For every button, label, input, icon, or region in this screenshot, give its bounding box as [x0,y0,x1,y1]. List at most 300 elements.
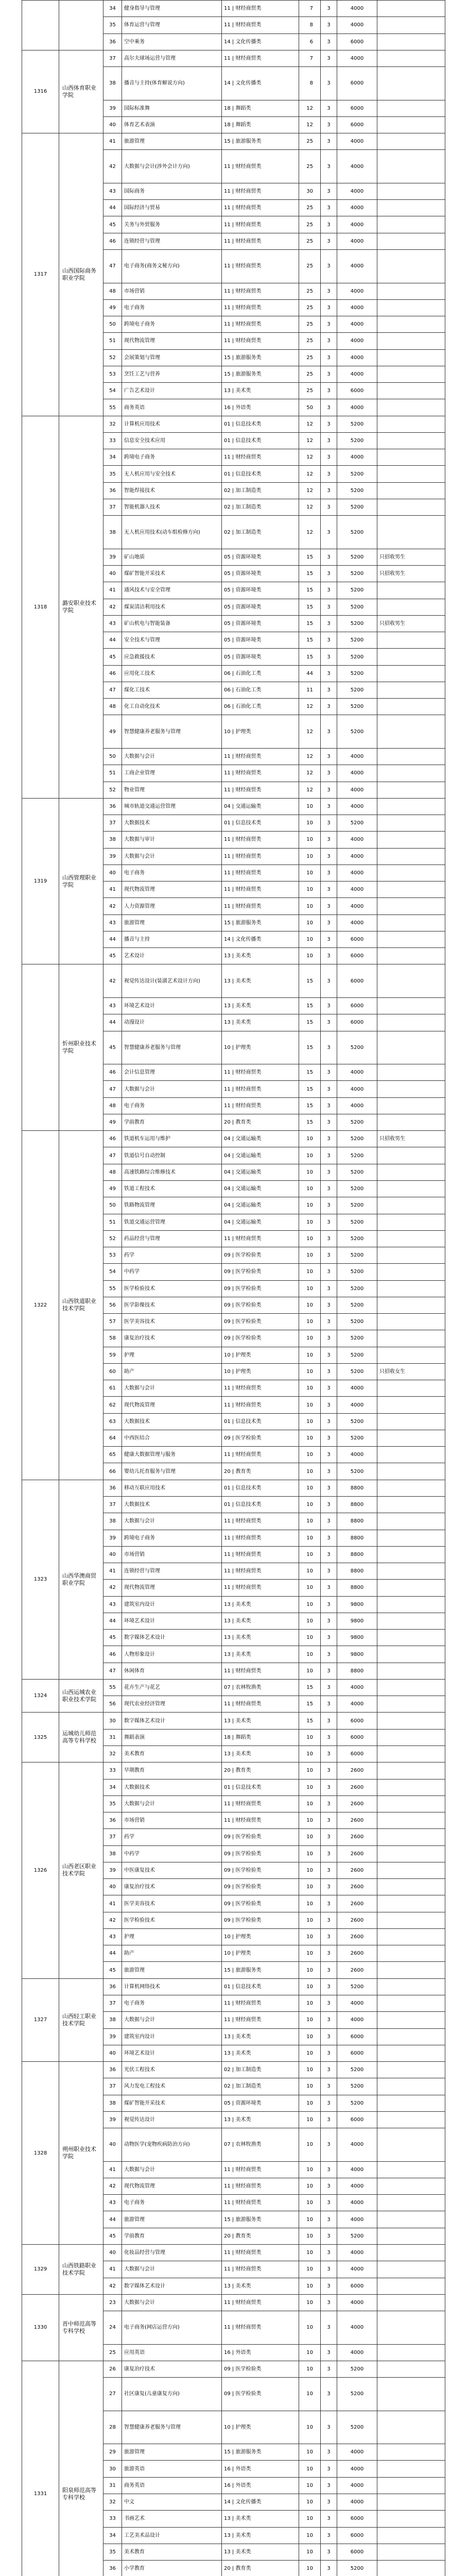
study-years: 3 [321,499,337,516]
plan-count: 10 [299,1613,321,1629]
tuition-fee: 6000 [337,948,377,964]
remarks [377,2078,445,2095]
major-number: 50 [103,1197,122,1214]
study-years: 3 [321,1297,337,1313]
remarks [377,366,445,382]
major-category: 06 | 石油化工类 [222,682,299,698]
table-row [22,2062,445,2078]
major-number: 42 [103,1912,122,1928]
major-name: 旅游管理 [122,133,222,150]
major-category: 05 | 资源环境类 [222,566,299,582]
study-years: 3 [321,715,337,749]
major-name: 国际标准舞 [122,100,222,116]
tuition-fee: 5200 [337,432,377,449]
study-years: 3 [321,1563,337,1580]
major-name: 建筑室内设计 [122,1596,222,1613]
remarks [377,1928,445,1945]
major-number: 35 [103,466,122,482]
plan-count: 15 [299,582,321,599]
remarks [377,649,445,665]
major-category: 11 | 财经商贸类 [222,183,299,199]
remarks [377,1430,445,1446]
tuition-fee: 4000 [337,299,377,316]
major-category: 20 | 教育类 [222,2228,299,2244]
tuition-fee: 5200 [337,599,377,615]
tuition-fee: 4000 [337,2494,377,2511]
major-category: 11 | 财经商贸类 [222,1663,299,1679]
remarks [377,516,445,549]
remarks [377,1230,445,1247]
plan-count: 15 [299,566,321,582]
major-number: 40 [103,865,122,881]
school-code: 1327 [22,1978,59,2061]
plan-count: 10 [299,2078,321,2095]
study-years: 3 [321,798,337,815]
major-category: 13 | 美术类 [222,2278,299,2294]
plan-count: 10 [299,1480,321,1496]
major-name: 旅游管理 [122,2211,222,2228]
remarks [377,283,445,299]
table-row [22,50,445,66]
major-number: 39 [103,1862,122,1878]
major-name: 国际经济与贸易 [122,200,222,216]
tuition-fee: 5200 [337,1363,377,1380]
major-name: 高尔夫球场运营与管理 [122,50,222,66]
major-number: 51 [103,1214,122,1230]
major-name: 城市轨道交通运营管理 [122,798,222,815]
tuition-fee: 4000 [337,200,377,216]
major-name: 建筑室内设计 [122,2028,222,2045]
major-number: 46 [103,1131,122,1147]
remarks [377,1014,445,1031]
tuition-fee: 2600 [337,1779,377,1795]
major-category: 07 | 农林牧渔类 [222,1679,299,1696]
plan-count: 10 [299,848,321,865]
tuition-fee: 8800 [337,1546,377,1563]
major-number: 38 [103,1513,122,1530]
remarks [377,2244,445,2261]
major-category: 09 | 医学检验类 [222,2378,299,2411]
study-years: 3 [321,2278,337,2294]
plan-count: 15 [299,1031,321,1064]
plan-count: 25 [299,283,321,299]
remarks [377,1945,445,1962]
study-years: 3 [321,914,337,931]
major-name: 市场营销 [122,1546,222,1563]
tuition-fee: 2600 [337,1862,377,1878]
tuition-fee: 4000 [337,1995,377,2011]
major-number: 43 [103,998,122,1014]
major-number: 41 [103,1563,122,1580]
plan-count: 10 [299,1197,321,1214]
major-category: 04 | 交通运输类 [222,1131,299,1147]
major-number: 42 [103,2278,122,2294]
plan-count: 10 [299,798,321,815]
major-number: 36 [103,1480,122,1496]
major-name: 环境艺术设计 [122,2045,222,2061]
study-years: 3 [321,1978,337,1995]
tuition-fee: 2600 [337,1829,377,1845]
major-category: 14 | 文化传播类 [222,67,299,100]
school-name: 山西轻工职业技术学院 [59,1978,103,2061]
remarks [377,183,445,199]
tuition-fee: 5200 [337,1147,377,1164]
remarks [377,333,445,349]
study-years: 3 [321,432,337,449]
major-name: 体育艺术表演 [122,116,222,133]
study-years: 3 [321,1214,337,1230]
major-number: 39 [103,2111,122,2128]
major-category: 11 | 财经商贸类 [222,150,299,183]
major-number: 51 [103,765,122,782]
remarks [377,699,445,715]
remarks [377,882,445,898]
plan-count: 15 [299,1064,321,1081]
major-number: 42 [103,898,122,914]
plan-count: 10 [299,1264,321,1280]
major-number: 43 [103,615,122,632]
major-number: 38 [103,516,122,549]
study-years: 3 [321,2095,337,2111]
plan-count: 12 [299,765,321,782]
study-years: 3 [321,1829,337,1845]
major-name: 学前教育 [122,2228,222,2244]
major-category: 05 | 资源环境类 [222,649,299,665]
major-number: 48 [103,283,122,299]
plan-count: 12 [299,782,321,798]
major-category: 11 | 财经商贸类 [222,1397,299,1413]
tuition-fee: 6000 [337,33,377,50]
major-number: 47 [103,682,122,698]
major-category: 13 | 美术类 [222,964,299,998]
major-category: 10 | 护理类 [222,1945,299,1962]
study-years: 3 [321,1845,337,1862]
plan-count: 10 [299,2028,321,2045]
major-category: 11 | 财经商贸类 [222,50,299,66]
tuition-fee: 4000 [337,1696,377,1713]
study-years: 3 [321,1862,337,1878]
remarks [377,1630,445,1646]
tuition-fee: 2600 [337,1795,377,1812]
tuition-fee: 5200 [337,1214,377,1230]
school-code: 1330 [22,2294,59,2361]
plan-count: 15 [299,998,321,1014]
major-category: 13 | 美术类 [222,2544,299,2560]
major-name: 大数据技术 [122,1497,222,1513]
major-number: 40 [103,2244,122,2261]
major-category: 11 | 财经商贸类 [222,17,299,33]
tuition-fee: 4000 [337,399,377,416]
major-number: 40 [103,2128,122,2162]
study-years: 3 [321,1530,337,1546]
tuition-fee: 5200 [337,1430,377,1446]
school-name: 阳泉师范高等专科学校 [59,2361,103,2576]
tuition-fee: 2600 [337,1912,377,1928]
major-name: 休闲体育 [122,1663,222,1679]
major-name: 大数据与会计 [122,2294,222,2311]
major-category: 04 | 交通运输类 [222,1164,299,1180]
remarks [377,482,445,499]
school-code: 1318 [22,416,59,798]
study-years: 3 [321,1779,337,1795]
major-name: 动漫设计 [122,1014,222,1031]
remarks [377,1613,445,1629]
study-years: 3 [321,17,337,33]
remarks [377,1978,445,1995]
remarks [377,233,445,249]
plan-count: 25 [299,133,321,150]
tuition-fee: 5200 [337,682,377,698]
tuition-fee: 4000 [337,898,377,914]
major-category: 09 | 医学检验类 [222,1879,299,1895]
study-years: 3 [321,2311,337,2345]
remarks [377,1696,445,1713]
plan-count: 10 [299,2477,321,2494]
major-number: 38 [103,1845,122,1862]
remarks [377,1097,445,1114]
major-category: 11 | 财经商贸类 [222,882,299,898]
major-category: 11 | 财经商贸类 [222,1380,299,1397]
major-number: 32 [103,2494,122,2511]
major-category: 15 | 旅游服务类 [222,2211,299,2228]
major-name: 大数据技术 [122,815,222,832]
major-category: 11 | 财经商贸类 [222,765,299,782]
major-category: 18 | 舞蹈类 [222,100,299,116]
remarks [377,1413,445,1430]
study-years: 3 [321,1413,337,1430]
remarks [377,1862,445,1878]
major-name: 应急救援技术 [122,649,222,665]
plan-count: 25 [299,299,321,316]
major-number: 46 [103,1064,122,1081]
major-number: 58 [103,1330,122,1347]
major-number: 30 [103,1713,122,1729]
remarks [377,1563,445,1580]
plan-count: 25 [299,366,321,382]
remarks [377,416,445,432]
study-years: 3 [321,482,337,499]
school-name: 忻州职业技术学院 [59,964,103,1131]
plan-count: 10 [299,1397,321,1413]
school-code: 1328 [22,2062,59,2245]
tuition-fee: 4000 [337,2461,377,2477]
major-number: 38 [103,832,122,848]
major-name: 烹饪工艺与营养 [122,366,222,382]
school-name: 山西华澳商贸职业学院 [59,1480,103,1679]
major-category: 13 | 美术类 [222,1613,299,1629]
remarks [377,1497,445,1513]
major-category: 01 | 信息技术类 [222,416,299,432]
study-years: 3 [321,2344,337,2361]
study-years: 3 [321,865,337,881]
major-name: 康复治疗技术 [122,2361,222,2377]
major-category: 15 | 旅游服务类 [222,133,299,150]
tuition-fee: 6000 [337,2527,377,2544]
major-number: 35 [103,2544,122,2560]
major-category: 02 | 加工制造类 [222,2078,299,2095]
major-number: 40 [103,566,122,582]
study-years: 3 [321,1447,337,1463]
plan-count: 10 [299,2228,321,2244]
plan-count: 12 [299,432,321,449]
major-name: 助产 [122,1945,222,1962]
tuition-fee: 5200 [337,1264,377,1280]
study-years: 3 [321,2511,337,2527]
plan-count: 12 [299,699,321,715]
major-number: 36 [103,482,122,499]
major-category: 11 | 财经商贸类 [222,1064,299,1081]
plan-count: 10 [299,1995,321,2011]
plan-count: 10 [299,2161,321,2178]
plan-count: 10 [299,1330,321,1347]
major-number: 48 [103,1097,122,1114]
study-years: 3 [321,1746,337,1762]
major-name: 风力发电工程技术 [122,2078,222,2095]
remarks [377,1829,445,1845]
major-number: 38 [103,67,122,100]
major-category: 15 | 旅游服务类 [222,349,299,366]
table-row [22,1,445,17]
major-name: 中药学 [122,1264,222,1280]
table-row [22,964,445,998]
major-name: 国际商务 [122,183,222,199]
tuition-fee: 2600 [337,1812,377,1829]
major-category: 01 | 信息技术类 [222,1779,299,1795]
study-years: 3 [321,1630,337,1646]
tuition-fee: 5200 [337,649,377,665]
tuition-fee: 5200 [337,2062,377,2078]
tuition-fee: 4000 [337,233,377,249]
tuition-fee: 5200 [337,699,377,715]
study-years: 3 [321,2028,337,2045]
major-name: 药学 [122,1829,222,1845]
major-name: 移动互联应用技术 [122,1480,222,1496]
major-number: 55 [103,1679,122,1696]
plan-count: 12 [299,466,321,482]
major-number: 55 [103,399,122,416]
major-category: 09 | 医学检验类 [222,1912,299,1928]
tuition-fee: 4000 [337,250,377,283]
remarks [377,1463,445,1480]
plan-count: 10 [299,1879,321,1895]
tuition-fee: 5200 [337,1031,377,1064]
plan-count: 10 [299,2311,321,2345]
tuition-fee: 6000 [337,383,377,399]
major-category: 05 | 资源环境类 [222,599,299,615]
table-row [22,2244,445,2261]
remarks [377,349,445,366]
major-number: 42 [103,599,122,615]
major-category: 11 | 财经商贸类 [222,2294,299,2311]
major-number: 45 [103,948,122,964]
school-name: 潞安职业技术学院 [59,416,103,798]
study-years: 3 [321,1363,337,1380]
major-number: 27 [103,2378,122,2411]
plan-count: 10 [299,1928,321,1945]
plan-count: 10 [299,1630,321,1646]
major-category: 11 | 财经商贸类 [222,1447,299,1463]
major-category: 13 | 美术类 [222,1713,299,1729]
school-code: 1316 [22,50,59,133]
major-number: 47 [103,1663,122,1679]
table-row [22,1762,445,1779]
major-category: 02 | 加工制造类 [222,499,299,516]
major-category: 16 | 外语类 [222,2344,299,2361]
remarks [377,2294,445,2311]
remarks [377,1447,445,1463]
study-years: 3 [321,1795,337,1812]
major-number: 44 [103,1945,122,1962]
major-category: 16 | 外语类 [222,2461,299,2477]
major-name: 跨境电子商务 [122,1530,222,1546]
major-name: 智慧健康养老服务与管理 [122,2411,222,2444]
plan-count: 10 [299,1164,321,1180]
tuition-fee: 5200 [337,715,377,749]
tuition-fee: 8800 [337,1563,377,1580]
plan-count: 12 [299,100,321,116]
major-name: 智能焊接技术 [122,482,222,499]
major-number: 57 [103,1314,122,1330]
remarks [377,1314,445,1330]
major-name: 护理 [122,1928,222,1945]
major-number: 44 [103,200,122,216]
major-number: 45 [103,2228,122,2244]
major-name: 铁道交通运营管理 [122,1214,222,1230]
major-number: 42 [103,964,122,998]
major-name: 无人机应用技术(动车组检修方向) [122,516,222,549]
study-years: 3 [321,582,337,599]
study-years: 3 [321,1430,337,1446]
study-years: 3 [321,2195,337,2211]
remarks [377,2178,445,2194]
tuition-fee: 5200 [337,1247,377,1264]
plan-count: 10 [299,2444,321,2461]
major-category: 11 | 财经商贸类 [222,333,299,349]
plan-count: 10 [299,1180,321,1197]
study-years: 3 [321,1513,337,1530]
major-name: 智能机器人技术 [122,499,222,516]
major-number: 54 [103,1264,122,1280]
remarks [377,1031,445,1064]
remarks [377,1180,445,1197]
tuition-fee: 4000 [337,216,377,233]
plan-count: 10 [299,2045,321,2061]
remarks [377,2161,445,2178]
tuition-fee: 5200 [337,1114,377,1130]
remarks [377,1081,445,1097]
plan-count: 10 [299,2012,321,2028]
major-number: 42 [103,150,122,183]
remarks [377,1297,445,1313]
major-category: 16 | 外语类 [222,399,299,416]
tuition-fee: 5200 [337,1164,377,1180]
major-number: 40 [103,1879,122,1895]
plan-count: 10 [299,2095,321,2111]
plan-count: 10 [299,2244,321,2261]
tuition-fee: 6000 [337,998,377,1014]
major-category: 11 | 财经商贸类 [222,233,299,249]
tuition-fee: 4000 [337,1081,377,1097]
plan-count: 25 [299,200,321,216]
remarks [377,815,445,832]
remarks: 只招收女生 [377,1363,445,1380]
study-years: 3 [321,1,337,17]
tuition-fee: 5200 [337,582,377,599]
major-category: 10 | 护理类 [222,715,299,749]
major-number: 38 [103,2012,122,2028]
major-category: 02 | 加工制造类 [222,516,299,549]
study-years: 3 [321,1280,337,1297]
